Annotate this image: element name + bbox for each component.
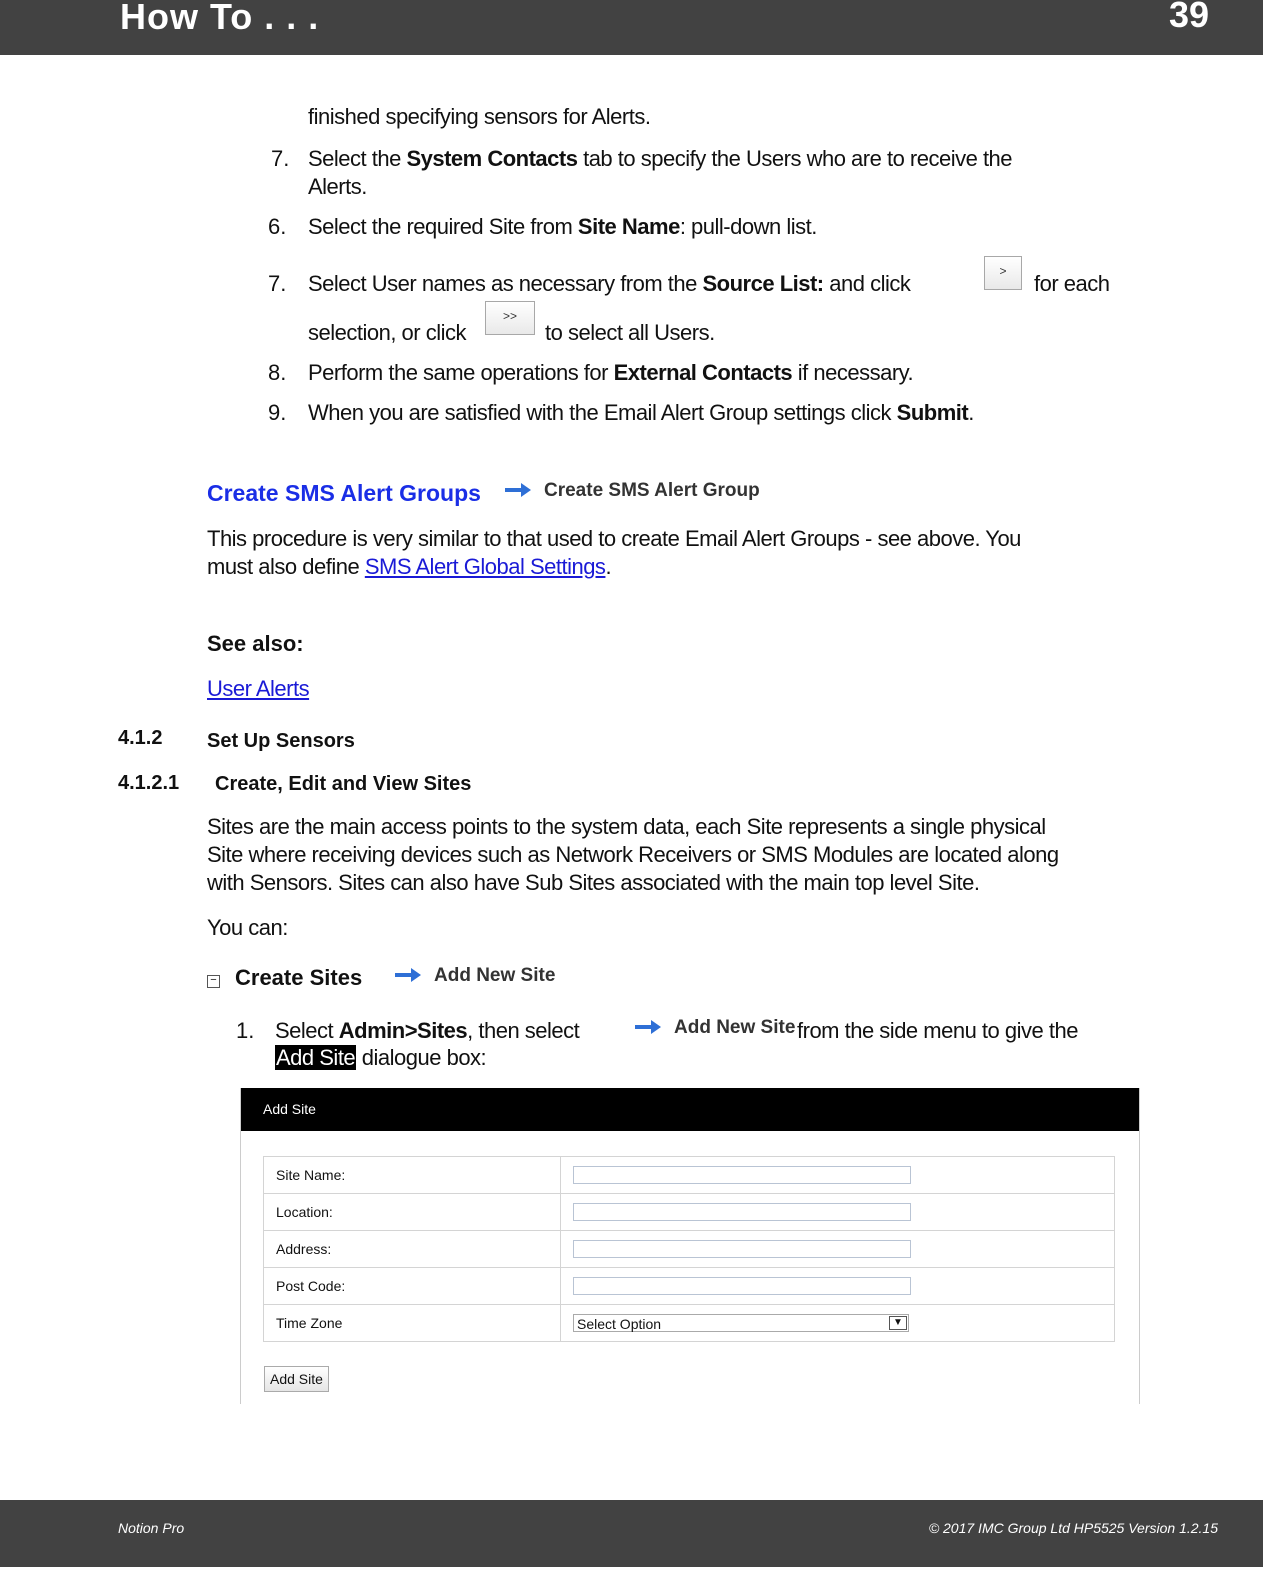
- sms-heading: Create SMS Alert Groups: [207, 480, 481, 506]
- add-site-dialog: [240, 1088, 1140, 1404]
- page-footer: [0, 1500, 1263, 1567]
- field-label: Address:: [264, 1231, 561, 1268]
- address-input[interactable]: [573, 1240, 911, 1258]
- step-number: 7.: [271, 146, 290, 171]
- header-title: How To . . .: [120, 0, 320, 37]
- table-row: [264, 1157, 1115, 1194]
- post-code-input[interactable]: [573, 1277, 911, 1295]
- sites-paragraph-line1: Sites are the main access points to the system data, each Site represents a single physical: [207, 814, 1046, 839]
- location-input[interactable]: [573, 1203, 911, 1221]
- step-text-line2: Alerts.: [308, 174, 367, 199]
- page-number: 39: [1168, 0, 1209, 35]
- collapse-toggle[interactable]: [207, 973, 220, 991]
- step-number: 6.: [268, 214, 287, 239]
- move-one-button-image: >: [984, 256, 1022, 290]
- chevron-down-icon: ▼: [889, 1316, 907, 1330]
- table-row: [264, 1305, 1115, 1342]
- subsection-title: Create, Edit and View Sites: [215, 773, 472, 795]
- time-zone-select[interactable]: [573, 1314, 909, 1332]
- arrow-right-icon: [633, 1017, 663, 1042]
- step-text: Select User names as necessary from the Source List: and click: [308, 271, 911, 296]
- step-text: Perform the same operations for External Contacts if necessary.: [308, 360, 914, 385]
- see-also-label: See also:: [207, 631, 304, 656]
- step-text-tail: to select all Users.: [545, 320, 715, 345]
- add-site-button[interactable]: Add Site: [264, 1366, 329, 1392]
- step-text: Select the System Contacts tab to specify the Users who are to receive the: [308, 146, 1013, 171]
- move-all-button-image: >>: [485, 301, 535, 335]
- arrow-right-icon: [393, 965, 423, 990]
- you-can-text: You can:: [207, 915, 288, 940]
- step-text: When you are satisfied with the Email Alert Group settings click Submit.: [308, 400, 974, 425]
- step-text: Select Admin>Sites, then select: [275, 1018, 580, 1043]
- arrow-right-icon: [503, 480, 533, 505]
- add-new-site-menu-label: Add New Site: [434, 965, 556, 986]
- highlighted-term: Add Site: [276, 1045, 356, 1070]
- step-text-tail: from the side menu to give the: [797, 1018, 1078, 1043]
- step-text: Select the required Site from Site Name: pull-down list.: [308, 214, 817, 239]
- step-text-line2: selection, or click: [308, 320, 467, 345]
- table-row: [264, 1194, 1115, 1231]
- user-alerts-link[interactable]: User Alerts: [207, 676, 310, 701]
- site-name-input[interactable]: [573, 1166, 911, 1184]
- field-label: Time Zone: [264, 1305, 561, 1342]
- subsection-number: 4.1.2.1: [118, 772, 180, 794]
- footer-product: Notion Pro: [118, 1520, 185, 1536]
- add-new-site-menu-label: Add New Site: [674, 1017, 796, 1038]
- dialog-title: Add Site: [241, 1088, 1139, 1131]
- field-label: Location:: [264, 1194, 561, 1231]
- step-number: 8.: [268, 360, 287, 385]
- sms-paragraph-line2: must also define SMS Alert Global Settings.: [207, 554, 612, 579]
- create-sites-heading: Create Sites: [235, 965, 363, 990]
- footer-copyright: © 2017 IMC Group Ltd HP5525 Version 1.2.15: [928, 1520, 1218, 1536]
- step-text-tail: for each: [1034, 271, 1110, 296]
- continuation-text: finished specifying sensors for Alerts.: [308, 104, 651, 129]
- sms-global-settings-link[interactable]: SMS Alert Global Settings: [364, 554, 606, 579]
- sites-paragraph-line3: with Sensors. Sites can also have Sub Sites associated with the main top level Site.: [207, 870, 980, 895]
- sms-paragraph: This procedure is very similar to that used to create Email Alert Groups - see above. You: [207, 526, 1021, 551]
- site-form-table: [263, 1156, 1115, 1342]
- field-label: Site Name:: [264, 1157, 561, 1194]
- section-number: 4.1.2: [118, 727, 163, 749]
- table-row: [264, 1268, 1115, 1305]
- step-number: 1.: [236, 1018, 255, 1043]
- select-value: Select Option: [577, 1316, 662, 1332]
- page-header: [0, 0, 1263, 55]
- sms-menu-label: Create SMS Alert Group: [544, 480, 760, 501]
- step-number: 7.: [268, 271, 287, 296]
- step-text-line2: Add Site dialogue box:: [276, 1045, 487, 1070]
- field-label: Post Code:: [264, 1268, 561, 1305]
- step-number: 9.: [268, 400, 287, 425]
- minus-icon: −: [207, 975, 220, 988]
- sites-paragraph-line2: Site where receiving devices such as Network Receivers or SMS Modules are located along: [207, 842, 1059, 867]
- section-title: Set Up Sensors: [207, 730, 355, 752]
- table-row: [264, 1231, 1115, 1268]
